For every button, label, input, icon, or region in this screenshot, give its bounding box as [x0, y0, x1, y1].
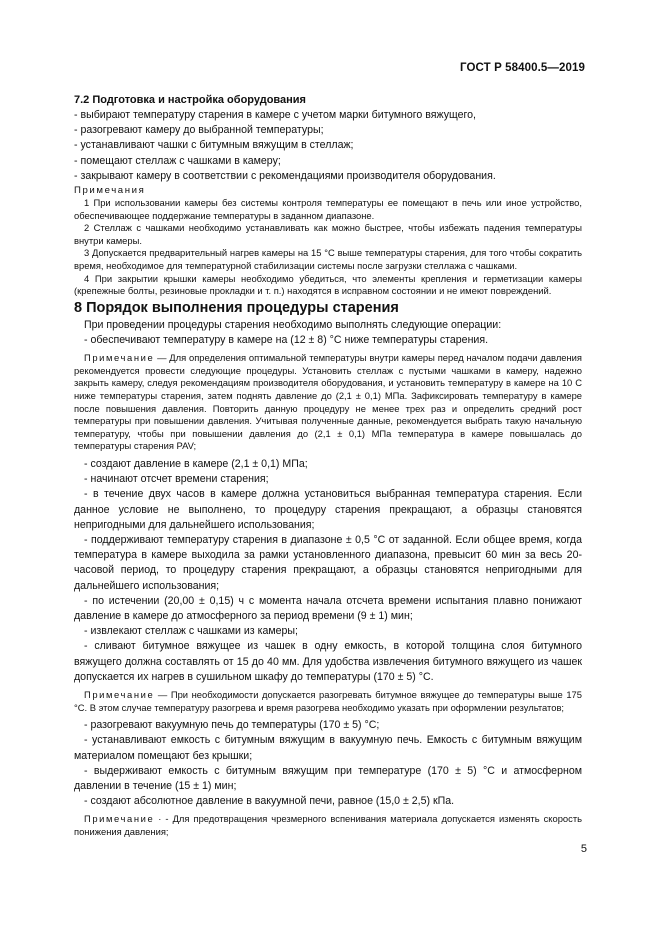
- page-number: 5: [580, 843, 587, 855]
- section-7-2-title: 7.2 Подготовка и настройка оборудования: [74, 94, 306, 106]
- note-text: — Для определения оптимальной температуры внутри камеры перед началом подачи давления рекомендуется провести следующие процедуры. Установить стеллаж с пустыми чашками в камеру, надежно закрыть камеру, следуя рекомендациям производителя оборудования, и установить температуру в камере на 10 С ниже температуры старения, затем поднять давление до (2,1 ± 0,1) МПа. Зафиксировать температуру в камере после повышения давления. Повторить данную процедуру не менее трех раз и определить средний рост температуры при повышении давления. Учитывая полученные данные, рекомендуется выбрать такую начальную температуру, чтобы при повышении давления до (2,1 ± 0,1) МПа температура в камере повышалась до температуры старения PAV;: [74, 352, 582, 452]
- note-item: 3 Допускается предварительный нагрев камеры на 15 °С выше температуры старения, для того чтобы сократить время, необходимое для температурной стабилизации системы после загрузки стеллажа с чашками.: [74, 247, 582, 271]
- note-item: 2 Стеллаж с чашками необходимо устанавливать как можно быстрее, чтобы избежать падения температуры внутри камеры.: [74, 222, 582, 246]
- note-label: Примечание: [84, 688, 155, 700]
- section-8-intro: При проведении процедуры старения необходимо выполнять следующие операции:: [84, 318, 502, 331]
- note-paragraph: [74, 689, 582, 714]
- list-item: - устанавливают чашки с битумным вяжущим в стеллаж;: [74, 139, 354, 152]
- list-item: - выбирают температуру старения в камере с учетом марки битумного вяжущего,: [74, 109, 476, 121]
- notes-heading: Примечания: [74, 185, 146, 197]
- page-content: [74, 93, 582, 839]
- note-label: Примечание: [84, 813, 155, 825]
- list-item: - разогревают вакуумную печь до температуры (170 ± 5) °С;: [84, 719, 380, 732]
- list-item: - сливают битумное вяжущее из чашек в одну емкость, в которой толщина слоя битумного вяжущего должна составлять от 15 до 40 мм. Для удобства извлечения битумного вяжущего из чашек допускается их нагрев в сушильном шкафу до температуры (170 ± 5) °С.: [74, 640, 582, 683]
- note-item: 1 При использовании камеры без системы контроля температуры ее помещают в печь или иное устройство, обеспечивающее поддержание температуры в заданном диапазоне.: [74, 197, 582, 221]
- list-item: - разогревают камеру до выбранной температуры;: [74, 124, 324, 137]
- note-paragraph: [74, 352, 582, 453]
- standard-header: ГОСТ Р 58400.5—2019: [460, 62, 585, 74]
- note-label: Примечание: [84, 352, 155, 364]
- note-text: · - Для предотвращения чрезмерного вспенивания материала допускается изменять скорость понижения давления;: [74, 813, 582, 837]
- list-item: - поддерживают температуру старения в диапазоне ± 0,5 °С от заданной. Если общее время, когда температура в камере выходила за рамки установленного диапазона, превысит 60 мин за весь 20-часовой период, то процедуру старения прекращают, а образцы становятся непригодными для дальнейшего использования;: [74, 533, 582, 592]
- note-text: — При необходимости допускается разогревать битумное вяжущее до температуры выше 175 °С. В этом случае температуру разогрева и время разогрева необходимо указать при оформлении результатов;: [74, 688, 582, 713]
- list-item: - по истечении (20,00 ± 0,15) ч с момента начала отсчета времени испытания плавно понижают давление в камере до атмосферного за период времени (9 ± 1) мин;: [74, 594, 582, 622]
- note-paragraph: [74, 813, 582, 838]
- list-item: - извлекают стеллаж с чашками из камеры;: [84, 625, 298, 638]
- list-item: - начинают отсчет времени старения;: [84, 473, 269, 486]
- list-item: - обеспечивают температуру в камере на (12 ± 8) °С ниже температуры старения.: [84, 333, 489, 346]
- list-item: - закрывают камеру в соответствии с рекомендациями производителя оборудования.: [74, 169, 496, 182]
- section-8-title: 8 Порядок выполнения процедуры старения: [74, 299, 399, 316]
- list-item: - устанавливают емкость с битумным вяжущим в вакуумную печь. Емкость с битумным вяжущим материалом помещают без крышки;: [74, 734, 582, 762]
- note-item: 4 При закрытии крышки камеры необходимо убедиться, что элементы крепления и герметизации камеры (крепежные болты, резиновые прокладки и т. п.) находятся в исправном состоянии и не имеют повреждений.: [74, 272, 582, 297]
- list-item: - помещают стеллаж с чашками в камеру;: [74, 154, 281, 167]
- list-item: - создают давление в камере (2,1 ± 0,1) МПа;: [84, 457, 308, 470]
- list-item: - в течение двух часов в камере должна установиться выбранная температура старения. Если данное условие не выполнено, то процедуру старения прекращают, а образцы становятся непригодными для дальнейшего использования;: [74, 488, 582, 531]
- list-item: - создают абсолютное давление в вакуумной печи, равное (15,0 ± 2,5) кПа.: [84, 795, 455, 808]
- list-item: - выдерживают емкость с битумным вяжущим при температуре (170 ± 5) °С и атмосферном давлении в течение (15 ± 1) мин;: [74, 764, 582, 792]
